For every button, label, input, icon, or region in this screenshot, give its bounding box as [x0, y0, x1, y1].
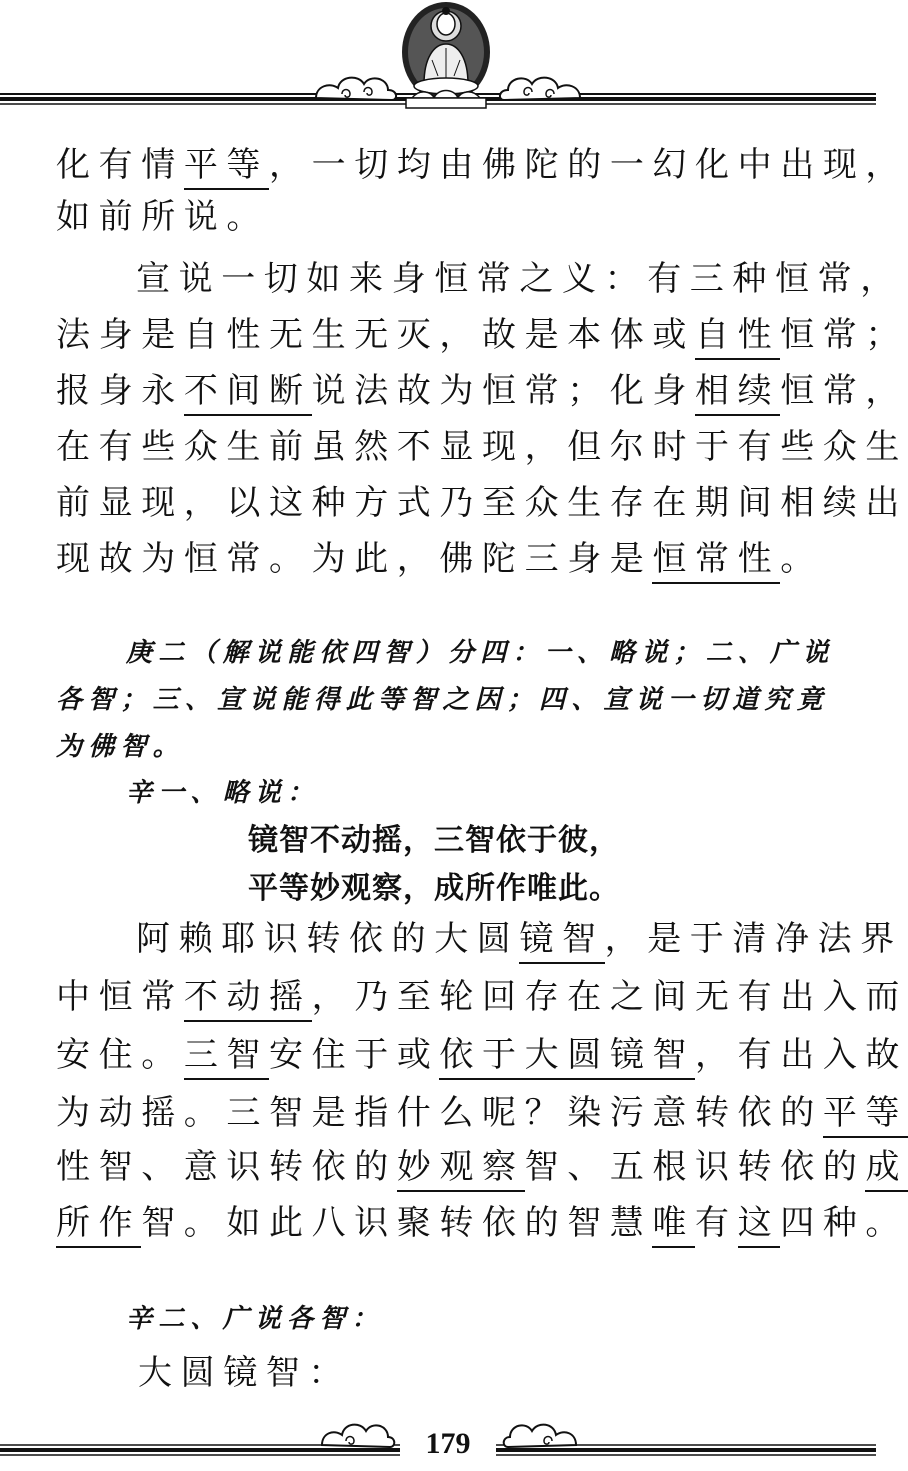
underlined-term: 成	[865, 1147, 908, 1192]
text-line	[136, 259, 903, 299]
section-heading-line-1: 庚二（解说能依四智）分四：一、略说；二、广说	[126, 638, 835, 668]
text-segment: 。	[780, 539, 823, 579]
text-line	[56, 539, 823, 579]
underlined-term: 妙观察	[397, 1147, 525, 1192]
page-header	[0, 0, 876, 115]
text-line	[56, 977, 908, 1017]
underlined-term: 不间断	[184, 371, 312, 416]
verse-line-1: 镜智不动摇，三智依于彼，	[248, 823, 620, 858]
underlined-term: 平等	[823, 1093, 908, 1138]
underlined-term: 唯	[652, 1203, 695, 1248]
underlined-term: 依于大圆镜智	[439, 1035, 695, 1080]
text-segment: 法身是自性无生无灭，故是本体或	[56, 315, 695, 355]
subheading-brief: 辛一、略说：	[126, 778, 320, 808]
underlined-term: 平等	[184, 145, 269, 190]
text-line	[56, 1035, 908, 1075]
text-line	[56, 483, 908, 523]
underlined-term: 这	[738, 1203, 781, 1248]
text-segment: 为动摇。三智是指什么呢？染污意转依的	[56, 1093, 823, 1133]
underlined-term: 镜智	[519, 919, 604, 964]
underlined-term: 自性	[695, 315, 780, 360]
text-segment: 智、五根识转依的	[524, 1147, 866, 1187]
cloud-ornament-left-icon	[312, 70, 400, 104]
section-heading-line-2: 各智；三、宣说能得此等智之因；四、宣说一切道究竟	[56, 685, 829, 715]
text-line	[56, 145, 908, 185]
footer-cloud-right-icon	[500, 1419, 580, 1449]
text-segment: 恒常；	[780, 315, 908, 355]
text-segment: 如前所说。	[56, 197, 269, 237]
cloud-ornament-right-icon	[496, 70, 584, 104]
text-segment: 报身永	[56, 371, 184, 411]
text-line	[56, 315, 908, 355]
subheading-detailed: 辛二、广说各智：	[126, 1304, 384, 1334]
text-segment: 前显现，以这种方式乃至众生存在期间相续出	[56, 483, 908, 523]
page-number: 179	[425, 1427, 471, 1460]
text-line	[56, 371, 908, 411]
text-segment: 阿赖耶识转依的大圆	[136, 919, 520, 959]
underlined-term: 所作	[56, 1203, 141, 1248]
text-segment: 恒常，	[780, 371, 908, 411]
text-segment: ，有出入故	[695, 1035, 908, 1075]
text-segment: ，乃至轮回存在之间无有出入而	[311, 977, 908, 1017]
verse-line-2: 平等妙观察，成所作唯此。	[248, 871, 620, 906]
text-segment: 性智、意识转依的	[56, 1147, 397, 1187]
footer-cloud-left-icon	[318, 1419, 398, 1449]
text-segment: 智。如此八识聚转依的智慧	[141, 1203, 653, 1243]
underlined-term: 恒常性	[652, 539, 780, 584]
text-segment: 四种。	[780, 1203, 908, 1243]
underlined-term: 不动摇	[184, 977, 312, 1022]
text-line	[56, 197, 269, 237]
text-line	[56, 1093, 908, 1133]
text-segment: 说法故为恒常；化身	[311, 371, 696, 411]
underlined-term: 相续	[695, 371, 780, 416]
text-line	[56, 1203, 908, 1243]
text-line	[136, 919, 903, 959]
text-segment: 安住。	[56, 1035, 184, 1075]
text-segment: 现故为恒常。为此，佛陀三身是	[56, 539, 653, 579]
text-segment: 在有些众生前虽然不显现，但尔时于有些众生	[56, 427, 908, 467]
text-segment: 安住于或	[269, 1035, 440, 1075]
text-segment: 有	[695, 1203, 738, 1243]
text-line	[56, 427, 908, 467]
buddha-figure-icon	[398, 0, 494, 112]
underlined-term: 三智	[184, 1035, 269, 1080]
text-segment: ，是于清净法界	[604, 919, 903, 959]
section-heading-line-3: 为佛智。	[56, 732, 185, 762]
text-segment: ，一切均由佛陀的一幻化中出现，	[269, 145, 908, 185]
text-segment: 宣说一切如来身恒常之义：有三种恒常，	[136, 259, 903, 299]
text-segment: 中恒常	[56, 977, 184, 1017]
text-segment: 化有情	[56, 145, 184, 185]
mirror-wisdom-label: 大圆镜智：	[138, 1353, 351, 1393]
page-footer	[0, 1405, 876, 1471]
text-line	[56, 1147, 908, 1187]
